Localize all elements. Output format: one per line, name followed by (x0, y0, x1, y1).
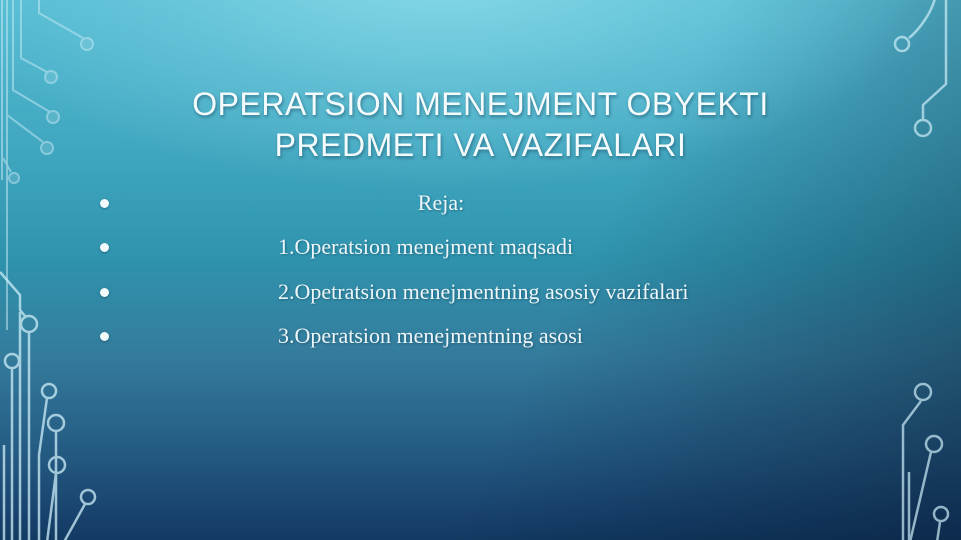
bullet-marker-icon (100, 332, 109, 341)
bullet-text: Reja: (417, 190, 465, 215)
circuit-pattern-right-icon (831, 0, 961, 540)
slide-title (0, 84, 961, 166)
bullet-marker-icon (100, 243, 109, 252)
slide-title-line-2: PREDMETI VA VAZIFALARI (274, 127, 687, 164)
bullet-item (0, 322, 961, 350)
bullet-item (0, 278, 961, 306)
circuit-pattern-left-icon (0, 0, 130, 540)
slide-title-line-1: OPERATSION MENEJMENT OBYEKTI (192, 86, 769, 123)
bullet-text: 2.Opetratsion menejmentning asosiy vazifalari (278, 279, 689, 304)
bullet-item (0, 189, 961, 217)
bullet-text: 3.Operatsion menejmentning asosi (278, 323, 583, 348)
bullet-text: 1.Operatsion menejment maqsadi (278, 234, 574, 259)
bullet-item (0, 233, 961, 261)
bullet-marker-icon (100, 288, 109, 297)
